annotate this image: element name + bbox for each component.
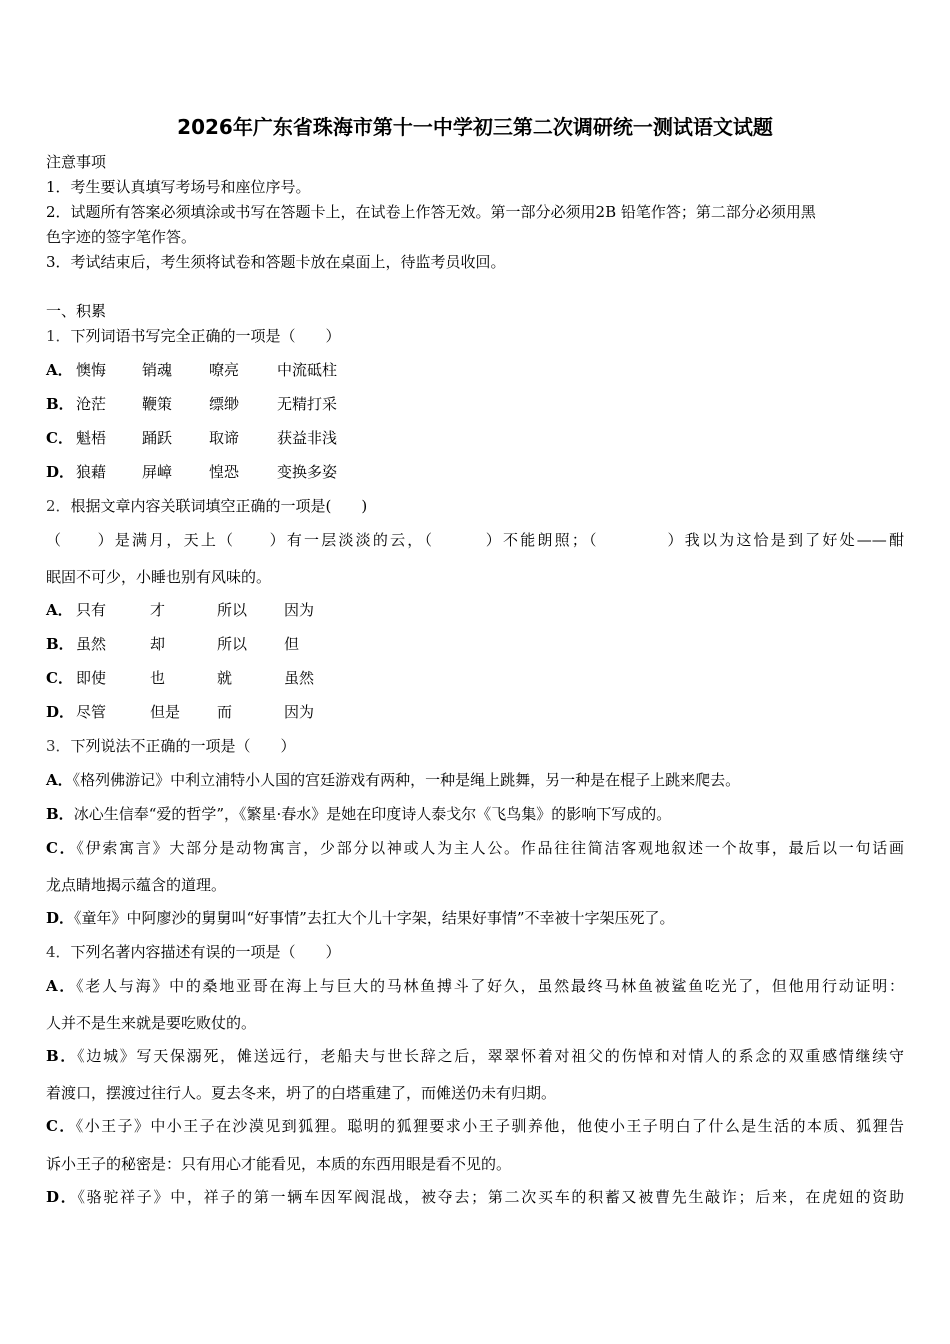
question-2	[46, 496, 367, 516]
option-word: 但是	[150, 703, 181, 721]
question-number: 2．	[46, 497, 71, 515]
option-word: 鞭策	[142, 395, 173, 413]
option-label: C．	[46, 839, 77, 857]
q4-option-d	[46, 1187, 904, 1207]
question-4	[46, 942, 341, 962]
option-word: 屏嶂	[142, 463, 173, 481]
q4-option-a	[46, 976, 904, 996]
option-word: 却	[150, 635, 166, 653]
page-title: 2026年广东省珠海市第十一中学初三第二次调研统一测试语文试题	[177, 115, 773, 139]
option-word: 只有	[76, 601, 107, 619]
option-word: 因为	[284, 601, 315, 619]
q2-passage-line-1: （ ）是满月，天上（ ）有一层淡淡的云，（ ）不能朗照；（ ）我以为这恰是到了好处——酣	[46, 531, 904, 549]
notice-heading: 注意事项	[46, 153, 107, 171]
option-word: 但	[284, 635, 300, 653]
option-word: 中流砥柱	[277, 361, 338, 379]
q3-option-b	[46, 804, 671, 824]
option-label: A．	[46, 977, 77, 995]
option-word: 嘹亮	[209, 361, 240, 379]
section-heading: 一、积累	[46, 302, 107, 320]
q4-option-a-cont: 人并不是生来就是要吃败仗的。	[46, 1014, 257, 1032]
question-number: 3．	[46, 737, 71, 755]
option-text: 《骆驼祥子》中，祥子的第一辆车因军阀混战，被夺去；第二次买车的积蓄又被曹先生敲诈；后来，在虎妞的资助	[77, 1188, 904, 1206]
option-word: 踊跃	[142, 429, 173, 447]
option-word: 销魂	[142, 361, 173, 379]
option-text: 《小王子》中小王子在沙漠见到狐狸。聪明的狐狸要求小王子驯养他，他使小王子明白了什么是生活的本质、狐狸告	[75, 1117, 904, 1135]
option-word: 变换多姿	[277, 463, 338, 481]
option-word: 懊悔	[76, 361, 107, 379]
option-text: 《边城》写天保溺死，傩送远行，老船夫与世长辞之后，翠翠怀着对祖父的伤悼和对情人的系念的双重感情继续守	[77, 1047, 904, 1065]
option-word: 就	[217, 669, 233, 687]
option-label: D．	[46, 703, 75, 721]
option-word: 所以	[217, 635, 248, 653]
q2-passage-line-2: 眠固不可少，小睡也别有风味的。	[46, 568, 272, 586]
option-word: 无精打采	[277, 395, 338, 413]
q4-option-c	[46, 1116, 904, 1136]
option-label: B．	[46, 635, 74, 653]
option-label: B．	[46, 805, 74, 823]
option-word: 虽然	[284, 669, 315, 687]
option-word: 虽然	[76, 635, 107, 653]
option-word: 惶恐	[209, 463, 240, 481]
option-text: 《老人与海》中的桑地亚哥在海上与巨大的马林鱼搏斗了好久，虽然最终马林鱼被鲨鱼吃光了，但他用行动证明：	[76, 977, 904, 995]
option-word: 才	[150, 601, 166, 619]
notice-item-1: 1．考生要认真填写考场号和座位序号。	[46, 178, 311, 196]
option-text: 冰心生信奉“爱的哲学”，《繁星·春水》是她在印度诗人泰戈尔《飞鸟集》的影响下写成的。	[73, 805, 672, 823]
question-stem: 下列说法不正确的一项是（ ）	[70, 737, 296, 755]
option-word: 即使	[76, 669, 107, 687]
option-label: B．	[46, 1047, 78, 1065]
option-label: C．	[46, 1117, 76, 1135]
option-label: C．	[46, 429, 73, 447]
q3-option-a	[46, 770, 740, 790]
option-label: D．	[46, 463, 75, 481]
notice-item-3: 3．考试结束后，考生须将试卷和答题卡放在桌面上，待监考员收回。	[46, 253, 506, 271]
notice-item-2-cont: 色字迹的签字笔作答。	[46, 228, 197, 246]
option-word: 狼藉	[76, 463, 107, 481]
option-text: 《伊索寓言》大部分是动物寓言，少部分以神或人为主人公。作品往往简洁客观地叙述一个故事，最后以一句话画	[76, 839, 904, 857]
option-label: B．	[46, 395, 74, 413]
option-word: 尽管	[76, 703, 107, 721]
option-word: 取谛	[209, 429, 240, 447]
q4-option-b	[46, 1046, 904, 1066]
q3-option-d	[46, 908, 675, 928]
q4-option-c-cont: 诉小王子的秘密是：只有用心才能看见，本质的东西用眼是看不见的。	[46, 1155, 512, 1173]
question-stem: 下列名著内容描述有误的一项是（ ）	[70, 943, 341, 961]
q4-option-b-cont: 着渡口，摆渡过往行人。夏去冬来，坍了的白塔重建了，而傩送仍未有归期。	[46, 1084, 557, 1102]
option-word: 魁梧	[76, 429, 107, 447]
question-stem: 根据文章内容关联词填空正确的一项是( )	[70, 497, 368, 515]
option-label: A．	[46, 361, 73, 379]
option-word: 而	[217, 703, 233, 721]
option-label: D．	[46, 909, 75, 927]
option-word: 获益非浅	[277, 429, 338, 447]
option-word: 也	[150, 669, 166, 687]
option-label: C．	[46, 669, 73, 687]
option-label: A．	[46, 601, 73, 619]
option-text: 《童年》中阿廖沙的舅舅叫“好事情”去扛大个儿十字架，结果好事情”不幸被十字架压死了。	[74, 909, 675, 927]
option-word: 所以	[217, 601, 248, 619]
option-word: 缥缈	[209, 395, 240, 413]
question-number: 4．	[46, 943, 71, 961]
question-1	[46, 326, 341, 346]
notice-item-2: 2．试题所有答案必须填涂或书写在答题卡上，在试卷上作答无效。第一部分必须用2B 铅笔作答；第二部分必须用黑	[46, 203, 816, 221]
option-word: 沧茫	[76, 395, 107, 413]
question-number: 1．	[46, 327, 71, 345]
question-stem: 下列词语书写完全正确的一项是（ ）	[70, 327, 341, 345]
option-word: 因为	[284, 703, 315, 721]
option-label: D．	[46, 1188, 78, 1206]
q3-option-c	[46, 838, 904, 858]
option-text: 《格列佛游记》中利立浦特小人国的宫廷游戏有两种，一种是绳上跳舞，另一种是在棍子上跳来爬去。	[72, 771, 741, 789]
question-3	[46, 736, 296, 756]
q3-option-c-cont: 龙点睛地揭示蕴含的道理。	[46, 876, 227, 894]
option-label: A．	[46, 771, 73, 789]
